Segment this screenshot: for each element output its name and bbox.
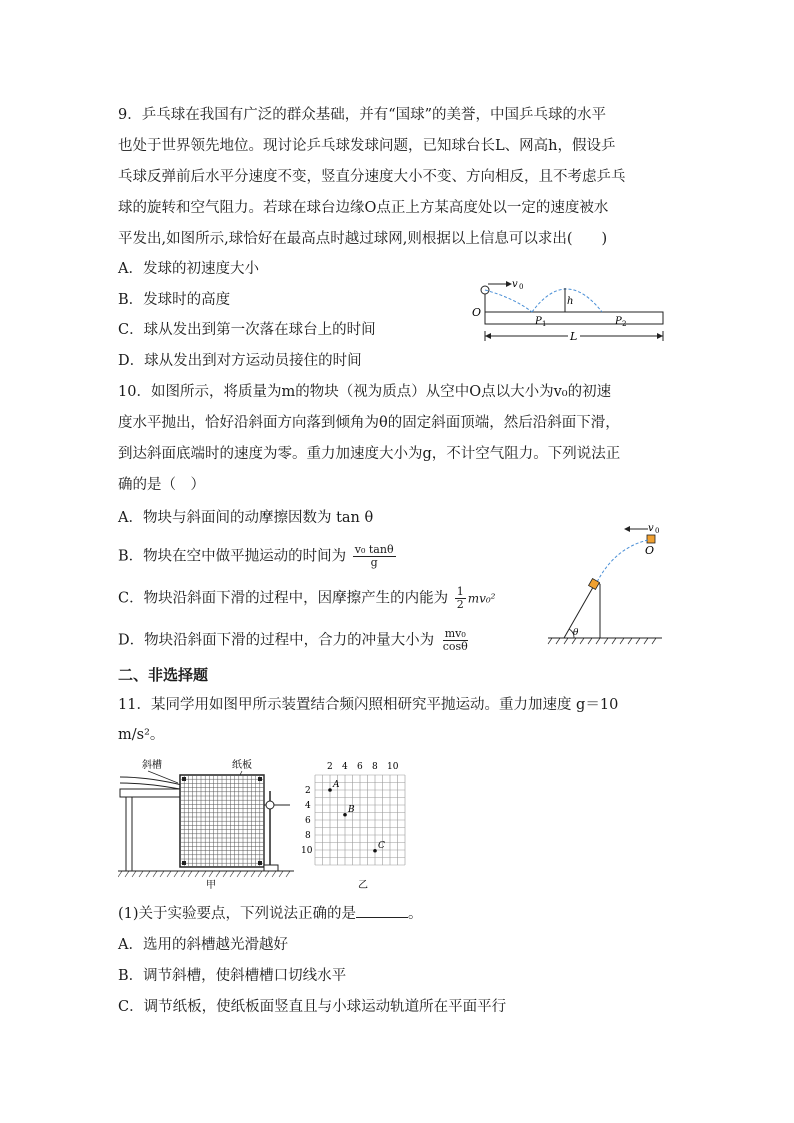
q9-v-label: v (512, 279, 518, 290)
ground-hatch (167, 871, 171, 877)
ground-hatch (272, 871, 276, 877)
q10-option-b-num: v₀ tanθ (354, 543, 394, 556)
q11-line-1: 11．某同学用如图甲所示装置结合频闪照相研究平抛运动。重力加速度 g＝10 (118, 697, 619, 713)
q9-option-b: B．发球时的高度 (118, 292, 231, 308)
ground-hatch (195, 871, 199, 877)
q10-theta-label: θ (573, 628, 579, 638)
q10-option-d-den: cosθ (442, 640, 468, 653)
q10-v-label: v (648, 523, 654, 534)
ground-hatch (153, 871, 157, 877)
ground-hatch (160, 871, 164, 877)
q10-line-1: 10．如图所示，将质量为m的物块（视为质点）从空中O点以大小为v₀的初速 (118, 384, 612, 400)
y-tick-label: 8 (305, 831, 311, 841)
q11-grid-figure (300, 755, 420, 890)
q11-sub1-text: (1)关于实验要点，下列说法正确的是 (118, 906, 357, 922)
q10-incline-figure (544, 518, 674, 652)
q10-option-b-text: B．物块在空中做平抛运动的时间为 (118, 548, 347, 565)
q11-line-2: m/s²。 (118, 727, 165, 743)
q10-line-3: 到达斜面底端时的速度为零。重力加速度大小为g，不计空气阻力。下列说法正 (118, 446, 621, 462)
q10-option-d-fraction (441, 628, 470, 653)
answer-blank[interactable] (356, 903, 408, 918)
ground-hatch (174, 871, 178, 877)
q9-table-figure (466, 276, 676, 348)
q11-option-c: C．调节纸板，使纸板面竖直且与小球运动轨道所在平面平行 (118, 999, 507, 1015)
q10-v-sub: 0 (655, 527, 660, 535)
x-tick-label: 2 (327, 762, 333, 772)
q10-option-c-text: C．物块沿斜面下滑的过程中，因摩擦产生的内能为 (118, 590, 449, 607)
ground-hatch (230, 871, 234, 877)
q9-l-label: L (570, 330, 578, 343)
q10-option-c-fraction (455, 586, 466, 611)
data-point-c (373, 849, 377, 853)
q10-option-a: A．物块与斜面间的动摩擦因数为 tan θ (118, 510, 374, 526)
q9-line-4: 球的旋转和空气阻力。若球在球台边缘O点正上方某高度处以一定的速度被水 (118, 200, 609, 216)
q11-option-b: B．调节斜槽，使斜槽槽口切线水平 (118, 968, 347, 984)
ground-hatch (139, 871, 143, 877)
x-tick-label: 6 (357, 762, 363, 772)
q9-v-sub: 0 (519, 283, 524, 291)
data-point-b (343, 813, 347, 817)
q9-line-2: 也处于世界领先地位。现讨论乒乓球发球问题，已知球台长L、网高h，假设乒 (118, 138, 616, 154)
ground-hatch (181, 871, 185, 877)
q10-option-b (118, 544, 398, 569)
ground-hatch (146, 871, 150, 877)
q10-option-d-num: mv₀ (444, 627, 466, 640)
ground-hatch (188, 871, 192, 877)
q10-line-4: 确的是（ ） (118, 477, 205, 493)
data-point-label: B (348, 804, 355, 815)
ground-hatch (132, 871, 136, 877)
data-point-label: C (378, 840, 385, 851)
q11-sub1-end: 。 (408, 906, 423, 922)
q10-option-c-num: 1 (456, 585, 464, 598)
q9-option-a: A．发球的初速度大小 (118, 261, 259, 277)
q10-option-c-den: 2 (456, 598, 464, 611)
q11-apparatus-figure (118, 755, 298, 890)
ground-hatch (125, 871, 129, 877)
q11-board-label: 纸板 (232, 760, 252, 771)
q9-line-5: 平发出,如图所示,球恰好在最高点时越过球网,则根据以上信息可以求出( ) (118, 231, 608, 247)
y-tick-label: 2 (305, 786, 311, 796)
x-tick-label: 8 (372, 762, 378, 772)
data-point-label: A (333, 780, 340, 790)
q9-option-d: D．球从发出到对方运动员接住的时间 (118, 353, 362, 369)
ground-hatch (251, 871, 255, 877)
q11-caption-jia: 甲 (206, 880, 216, 890)
ground-hatch (216, 871, 220, 877)
q9-line-1: 9．乒乓球在我国有广泛的群众基础，并有“国球”的美誉，中国乒乓球的水平 (118, 107, 607, 123)
q11-sub1 (118, 903, 423, 924)
q9-p2-label: P (615, 316, 622, 327)
q9-p2-sub: 2 (622, 320, 627, 328)
q9-option-c: C．球从发出到第一次落在球台上的时间 (118, 322, 376, 338)
q9-line-3: 乓球反弹前后水平分速度不变，竖直分速度大小不变、方向相反，且不考虑乒乓 (118, 169, 626, 185)
ground-hatch (202, 871, 206, 877)
y-tick-label: 6 (305, 816, 311, 826)
ground-hatch (118, 871, 122, 877)
q11-option-a: A．选用的斜槽越光滑越好 (118, 937, 288, 953)
ground-hatch (237, 871, 241, 877)
ground-hatch (223, 871, 227, 877)
q9-o-label: O (472, 306, 482, 319)
section-heading: 二、非选择题 (118, 666, 209, 684)
q10-option-c-post: mv₀² (467, 591, 496, 606)
q11-caption-yi: 乙 (358, 880, 368, 890)
ground-hatch (209, 871, 213, 877)
q9-p1-sub: 1 (542, 320, 547, 328)
y-tick-label: 10 (301, 846, 313, 856)
q11-chute-label: 斜槽 (142, 760, 162, 771)
q10-o-label: O (645, 544, 655, 557)
ground-hatch (286, 871, 290, 877)
q10-option-d-text: D．物块沿斜面下滑的过程中，合力的冲量大小为 (118, 632, 435, 649)
ground-hatch (265, 871, 269, 877)
q10-option-c (118, 586, 495, 611)
q10-option-d (118, 628, 472, 653)
x-tick-label: 4 (342, 762, 348, 772)
q11-apparatus-grid (180, 775, 264, 867)
ground-hatch (244, 871, 248, 877)
x-tick-label: 10 (387, 762, 399, 772)
q10-option-b-fraction (353, 544, 396, 569)
y-tick-label: 4 (305, 801, 311, 811)
q9-p1-label: P (535, 316, 542, 327)
q10-line-2: 度水平抛出，恰好沿斜面方向落到倾角为θ的固定斜面顶端，然后沿斜面下滑， (118, 415, 620, 431)
ground-hatch (258, 871, 262, 877)
data-point-a (328, 788, 332, 792)
q9-h-label: h (567, 296, 574, 307)
ground-hatch (279, 871, 283, 877)
q10-option-b-den: g (370, 556, 378, 569)
